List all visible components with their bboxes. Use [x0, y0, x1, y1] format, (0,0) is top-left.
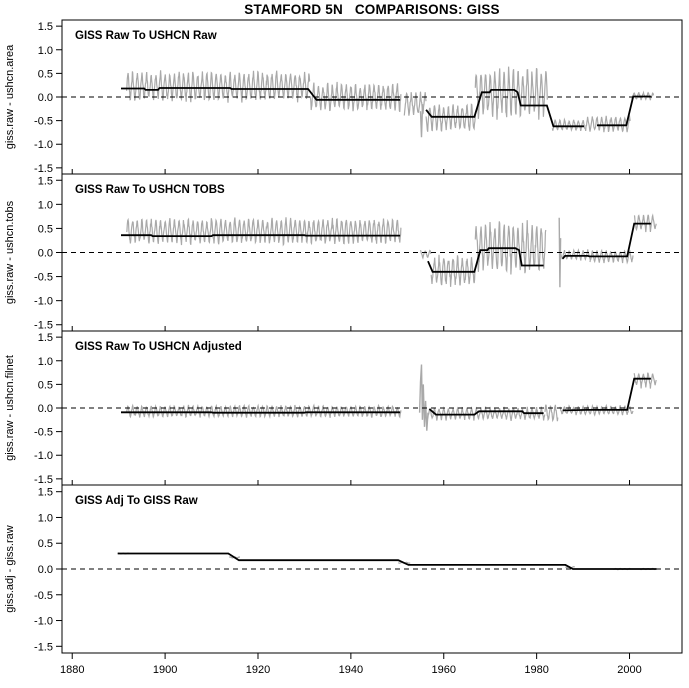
y-tick-label: 1.0 — [37, 44, 53, 57]
panel-label: GISS Raw To USHCN Raw — [75, 30, 217, 42]
monthly-series — [127, 70, 310, 102]
monthly-series — [431, 255, 475, 287]
y-tick-label: 0.0 — [37, 564, 53, 576]
x-tick-label: 1880 — [59, 664, 85, 676]
y-axis-title: giss.raw - ushcn.area — [4, 44, 16, 150]
y-tick-label: -0.5 — [34, 271, 53, 284]
monthly-series — [421, 250, 432, 258]
y-tick-label: 0.5 — [37, 68, 53, 81]
y-tick-label: 0.5 — [37, 538, 53, 551]
x-tick-label: 1980 — [524, 664, 549, 676]
y-tick-label: 1.0 — [37, 199, 53, 212]
x-tick-label: 1920 — [245, 664, 271, 676]
x-tick-label: 2000 — [617, 664, 642, 676]
y-tick-label: 0.5 — [37, 223, 53, 236]
y-tick-label: 1.5 — [37, 332, 53, 345]
y-tick-label: -1.5 — [34, 641, 53, 654]
panel-label: GISS Raw To USHCN Adjusted — [75, 341, 242, 353]
spike-series — [421, 104, 423, 137]
monthly-series — [127, 217, 401, 245]
y-tick-label: 1.5 — [37, 486, 53, 499]
monthly-series — [426, 104, 475, 131]
y-tick-label: -0.5 — [34, 115, 53, 128]
y-tick-label: 0.5 — [37, 379, 53, 392]
y-tick-label: -1.0 — [34, 615, 53, 628]
monthly-series — [127, 405, 401, 418]
y-axis-title: giss.raw - ushcn.tobs — [4, 200, 16, 305]
y-tick-label: -0.5 — [34, 589, 53, 602]
panel-label: GISS Adj To GISS Raw — [75, 495, 198, 507]
monthly-series — [552, 120, 585, 131]
y-tick-label: 0.0 — [37, 403, 53, 415]
y-tick-label: 1.0 — [37, 512, 53, 525]
monthly-series — [545, 405, 558, 422]
y-tick-label: -1.0 — [34, 450, 53, 463]
y-axis-title: giss.raw - ushcn.filnet — [4, 355, 16, 461]
monthly-series — [560, 249, 590, 260]
chart-title: STAMFORD 5N COMPARISONS: GISS — [244, 2, 500, 17]
x-tick-label: 1900 — [152, 664, 178, 676]
y-tick-label: -0.5 — [34, 426, 53, 439]
panel-label: GISS Raw To USHCN TOBS — [75, 184, 225, 196]
monthly-series — [585, 115, 630, 132]
y-tick-label: 0.0 — [37, 247, 53, 260]
annual-series — [118, 554, 657, 570]
y-tick-label: -1.5 — [34, 319, 53, 332]
y-tick-label: -1.5 — [34, 162, 53, 175]
annual-series — [121, 235, 400, 236]
y-tick-label: 1.0 — [37, 355, 53, 368]
x-tick-label: 1960 — [431, 664, 456, 676]
spike-series — [420, 365, 428, 431]
y-axis-title: giss.adj - giss.raw — [4, 525, 16, 613]
y-tick-label: 1.5 — [37, 21, 53, 34]
y-tick-label: 1.5 — [37, 175, 53, 188]
monthly-series — [634, 373, 656, 388]
y-tick-label: -1.0 — [34, 295, 53, 308]
y-tick-label: -1.5 — [34, 473, 53, 486]
x-tick-label: 1940 — [338, 664, 364, 676]
y-tick-label: -1.0 — [34, 139, 53, 152]
y-tick-label: 0.0 — [37, 92, 53, 104]
